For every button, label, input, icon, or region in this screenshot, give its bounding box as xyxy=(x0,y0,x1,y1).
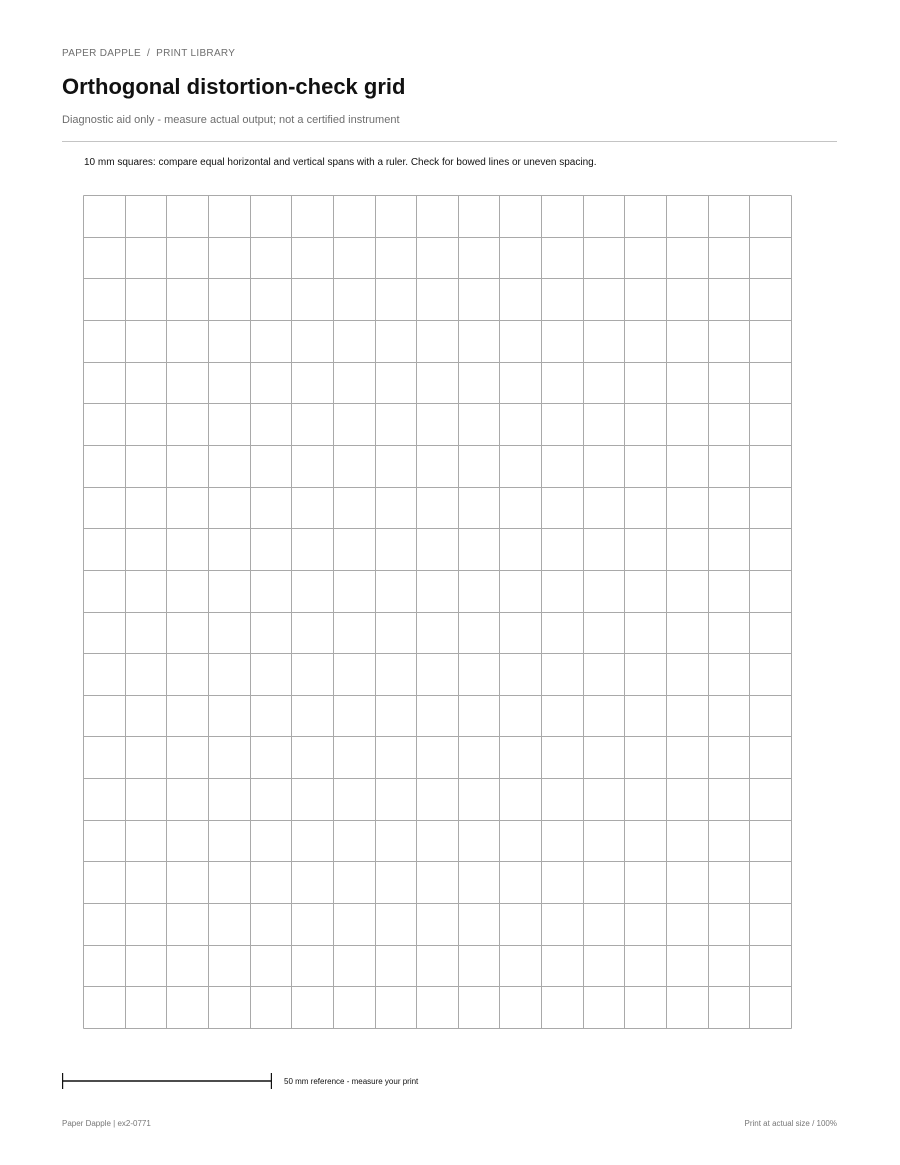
distortion-check-grid xyxy=(83,195,792,1029)
footer-print-note: Print at actual size / 100% xyxy=(744,1119,837,1128)
breadcrumb-section: PRINT LIBRARY xyxy=(156,48,236,59)
breadcrumb-separator: / xyxy=(147,48,151,59)
header-divider xyxy=(62,141,837,142)
breadcrumb-brand: PAPER DAPPLE xyxy=(62,48,142,59)
reference-label: 50 mm reference - measure your print xyxy=(284,1077,419,1086)
breadcrumb xyxy=(62,48,235,59)
reference-scale-bar xyxy=(62,1072,272,1090)
instructions-text: 10 mm squares: compare equal horizontal and vertical spans with a ruler. Check for bowed lines or uneven spacing. xyxy=(84,157,597,168)
page-title: Orthogonal distortion-check grid xyxy=(62,74,406,99)
page-subtitle: Diagnostic aid only - measure actual output; not a certified instrument xyxy=(62,114,400,126)
footer-id: Paper Dapple | ex2-0771 xyxy=(62,1119,151,1128)
